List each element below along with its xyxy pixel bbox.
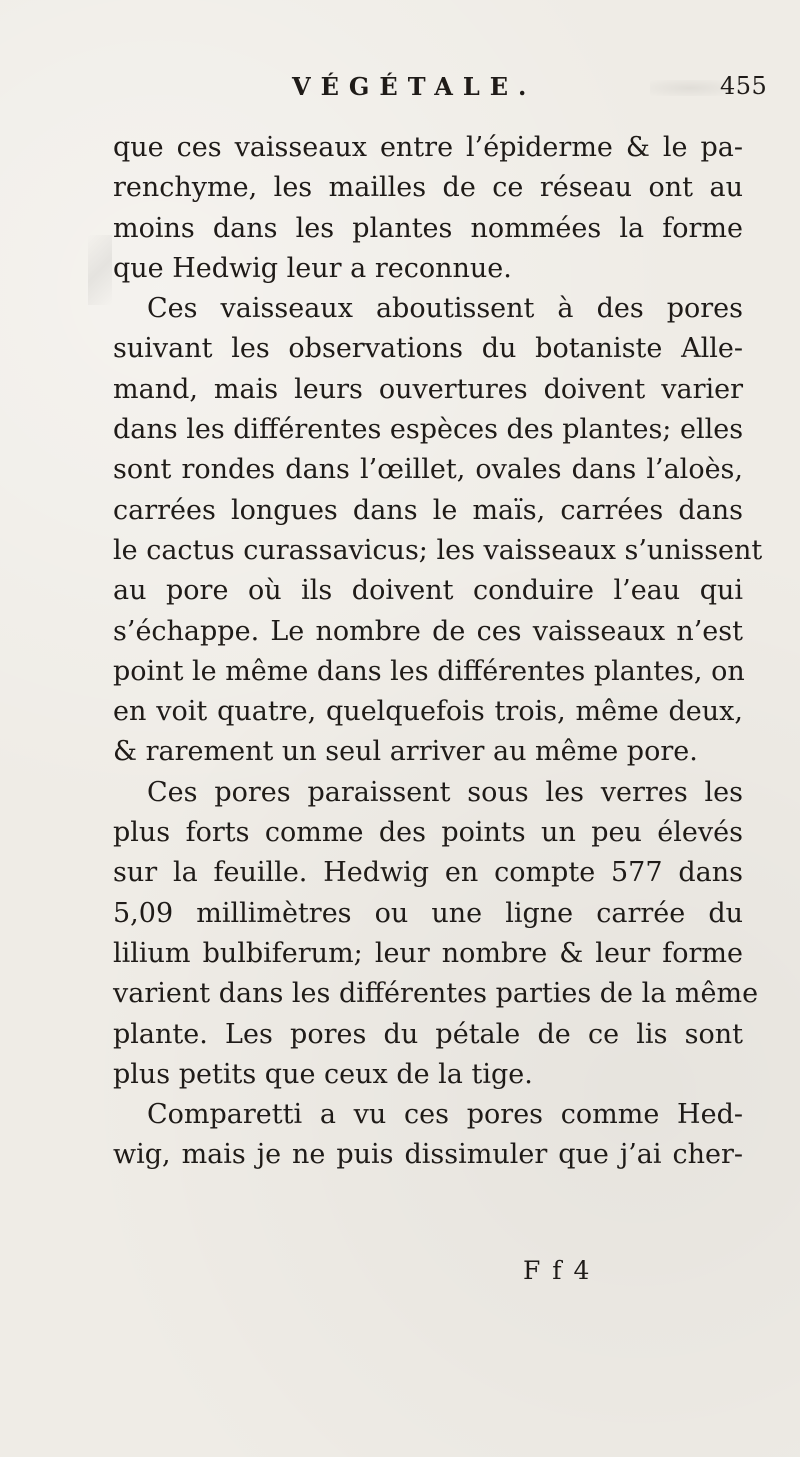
main-text	[113, 128, 763, 1176]
text-line: Ces pores paraissent sous les verres les	[147, 776, 743, 808]
text-line: Comparetti a vu ces pores comme Hed-	[147, 1099, 743, 1131]
text-line: mand, mais leurs ouvertures doivent varier	[113, 373, 743, 405]
text-line: plus petits que ceux de la tige.	[113, 1058, 533, 1090]
text-line: wig, mais je ne puis dissimuler que j’ai cher-	[113, 1139, 743, 1171]
text-line: point le même dans les différentes plantes, on	[113, 655, 745, 687]
text-line: sur la feuille. Hedwig en compte 577 dans	[113, 857, 743, 889]
text-line: plante. Les pores du pétale de ce lis sont	[113, 1018, 743, 1050]
text-line: varient dans les différentes parties de la même	[113, 978, 759, 1010]
page-number: 455	[720, 72, 768, 100]
text-line: suivant les observations du botaniste Alle-	[113, 333, 743, 365]
text-line: s’échappe. Le nombre de ces vaisseaux n’est	[113, 615, 743, 647]
text-line: carrées longues dans le maïs, carrées dans	[113, 494, 743, 526]
text-line: dans les différentes espèces des plantes; elles	[113, 414, 744, 446]
page-stain	[88, 235, 112, 305]
text-line: au pore où ils doivent conduire l’eau qui	[113, 575, 743, 607]
text-line: 5,09 millimètres ou une ligne carrée du	[113, 897, 743, 929]
text-line: que Hedwig leur a reconnue.	[113, 252, 512, 284]
text-line: sont rondes dans l’œillet, ovales dans l’aloès,	[113, 454, 743, 486]
signature-mark: F f 4	[523, 1256, 592, 1285]
text-line: en voit quatre, quelquefois trois, même deux,	[113, 696, 743, 728]
text-line: moins dans les plantes nommées la forme	[113, 212, 743, 244]
text-line: lilium bulbiferum; leur nombre & leur forme	[113, 937, 743, 969]
text-line: plus forts comme des points un peu élevés	[113, 817, 743, 849]
text-line: que ces vaisseaux entre l’épiderme & le pa-	[113, 132, 743, 163]
running-head: VÉGÉTALE.	[292, 72, 537, 101]
text-line: Ces vaisseaux aboutissent à des pores	[147, 293, 743, 325]
text-line: & rarement un seul arriver au même pore.	[113, 736, 698, 768]
text-line: le cactus curassavicus; les vaisseaux s’unissent	[113, 534, 763, 566]
page-header	[0, 72, 800, 108]
text-line: renchyme, les mailles de ce réseau ont au	[113, 172, 743, 204]
